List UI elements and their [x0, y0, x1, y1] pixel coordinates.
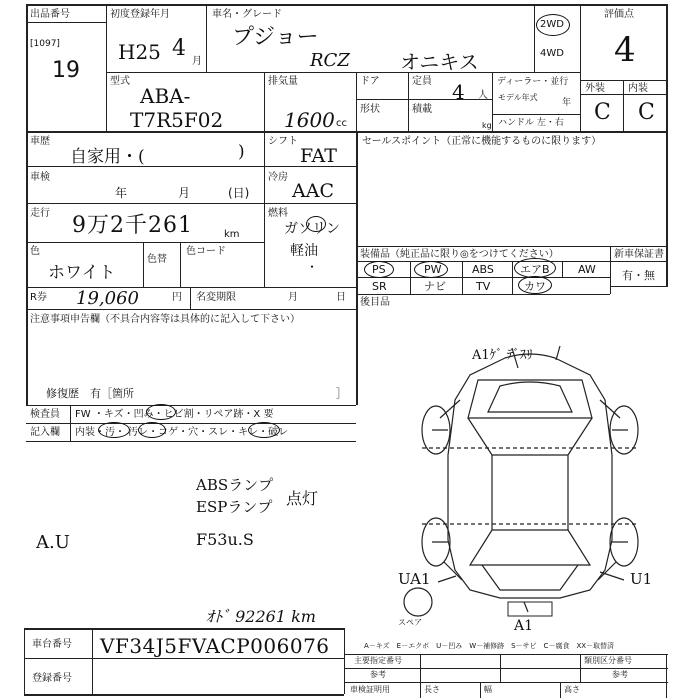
chassis-label: 車台番号 [32, 639, 72, 650]
class-number-label: 類別区分番号 [584, 656, 632, 665]
history-label: 車歴 [30, 136, 50, 147]
diagram-left-note: UA1 [398, 570, 431, 588]
type-label: 型式 [110, 76, 130, 87]
drive-4wd: 4WD [540, 48, 564, 59]
inspector-label-2: 記入欄 [30, 427, 60, 438]
displacement-unit: cc [336, 118, 347, 129]
lot-code: [1097] [30, 39, 60, 49]
color-value: ホワイト [48, 263, 116, 283]
recycle-label: R券 [30, 292, 47, 303]
fuel-diesel: 軽油 [290, 243, 318, 259]
spare-label: スペア [398, 618, 422, 627]
type-line1: ABA- [140, 84, 191, 108]
class-number-ref: 参考 [612, 670, 628, 679]
car-label: 車名・グレード [212, 9, 282, 20]
inspection-year: 年 [115, 186, 128, 200]
lot-number: 19 [52, 58, 80, 83]
diagram-top-note: A1ｹﾞ ﾃﾞｽﾘ [472, 348, 533, 363]
interior-grade: C [638, 100, 655, 125]
year-unit: 年 [562, 98, 572, 108]
width-label: 幅 [484, 685, 492, 694]
length-label: 長さ [424, 685, 440, 694]
dealer-label: ディーラー・並行 [497, 77, 569, 87]
fuel-gasoline: ガソリン [284, 221, 340, 237]
grade-label: 評価点 [604, 9, 634, 20]
remark-au: A.U [36, 532, 70, 553]
history-close: ) [238, 142, 245, 162]
exterior-grade: C [594, 100, 611, 125]
repaint-label: 色替 [147, 254, 167, 265]
cert-label: 車検証明用 [350, 685, 390, 694]
equip-navi: ナビ [424, 280, 446, 293]
selling-points-label: セールスポイント（正常に機能するものに限ります） [362, 136, 602, 147]
exterior-label: 外装 [585, 83, 605, 94]
remark-odometer: ｵﾄﾞ 92261 km [206, 607, 316, 626]
color-code-label: 色コード [186, 246, 226, 257]
recycle-value: 19,060 [76, 288, 139, 309]
ac-label: 冷房 [268, 172, 288, 183]
type-line2: T7R5F02 [130, 108, 224, 132]
displacement-label: 排気量 [268, 76, 298, 87]
airbag-circle [514, 258, 556, 278]
capacity-unit: 人 [478, 90, 488, 101]
mileage-unit: km [224, 229, 240, 240]
shape-label: 形状 [360, 104, 380, 115]
capacity-label: 定員 [412, 76, 432, 87]
rear-seat-label: 後目品 [360, 297, 390, 308]
specified-ref: 参考 [370, 670, 386, 679]
pw-circle [414, 261, 448, 278]
expiry-day: 日 [336, 292, 346, 303]
model-year-label: モデル年式 [498, 93, 538, 102]
fuel-dot: ・ [306, 260, 319, 274]
leather-circle [518, 276, 552, 294]
inspection-label: 車検 [30, 172, 50, 183]
diagram-bottom-note: A1 [514, 618, 534, 634]
equip-airbag: エアB [520, 263, 550, 276]
first-reg-value: H25 [118, 40, 161, 64]
dent-circle [146, 404, 176, 420]
door-label: ドア [360, 76, 380, 87]
ps-circle [364, 261, 394, 278]
history-value: 自家用・( [70, 147, 145, 167]
car-model: RCZ [310, 50, 350, 71]
mileage-label: 走行 [30, 208, 50, 219]
inspection-month: 月 [178, 186, 191, 200]
fuel-label: 燃料 [268, 208, 288, 219]
diagram-right-note: U1 [630, 570, 653, 588]
capacity-value: 4 [452, 80, 465, 104]
remark-esp-note: 点灯 [286, 489, 319, 508]
chassis-value: VF34J5FVACP006076 [100, 634, 330, 658]
warranty-value: 有・無 [622, 269, 655, 282]
damage-legend: A－キズ E－エクボ U－凹み W－補修跡 S－サビ C－腐食 XX－取替済 [364, 642, 615, 650]
expiry-month: 月 [288, 292, 298, 303]
lot-label: 出品番号 [30, 9, 70, 20]
load-label: 積載 [412, 104, 432, 115]
equip-sr: SR [372, 280, 387, 293]
equip-aw: AW [578, 263, 596, 276]
car-diagram [400, 340, 660, 625]
equip-abs: ABS [472, 263, 494, 276]
remark-fsb: F53u.S [196, 530, 254, 549]
recycle-unit: 円 [172, 292, 182, 303]
scuff-circle [248, 422, 280, 438]
displacement-value: 1600 [284, 108, 335, 132]
inspector-label-1: 検査員 [30, 409, 60, 420]
car-grade: オニキス [400, 50, 479, 74]
interior-label: 内装 [628, 83, 648, 94]
car-name: プジョー [232, 25, 319, 50]
ac-value: AAC [292, 180, 334, 202]
height-label: 高さ [564, 685, 580, 694]
inspector-row-2: 内装・汚・ 汚レ・コゲ・穴・スレ・キレ・破レ [75, 427, 289, 438]
color-label: 色 [30, 246, 40, 257]
registration-label: 登録番号 [32, 673, 72, 684]
remark-abs: ABSランプ [196, 476, 274, 494]
dirt-circle [138, 422, 166, 438]
first-reg-unit: 月 [192, 56, 202, 67]
shift-value: FAT [300, 145, 337, 167]
equip-pw: PW [424, 263, 442, 276]
equip-tv: TV [476, 280, 491, 293]
remark-esp: ESPランプ [196, 498, 273, 516]
notes-label: 注意事項申告欄（不具合内容等は具体的に記入して下さい） [30, 314, 300, 325]
repair-close: ］ [336, 387, 347, 400]
first-reg-month: 4 [172, 36, 186, 61]
inspector-row-1: FW ・キズ・凹み・ヒビ割・リペア跡・X 要 [75, 409, 274, 420]
shift-label: シフト [268, 136, 298, 147]
expiry-label: 名変期限 [196, 292, 236, 303]
mileage-value: 9万2千261 [72, 213, 193, 238]
equip-ps: PS [372, 263, 386, 276]
warranty-label: 新車保証書 [614, 249, 664, 260]
stain-circle [98, 422, 130, 438]
handle-label: ハンドル 左・右 [498, 118, 564, 128]
drive-2wd: 2WD [540, 19, 564, 30]
grade-value: 4 [614, 30, 636, 70]
specified-label: 主要指定番号 [354, 656, 402, 665]
equipment-label: 装備品（純正品に限り◎をつけてください） [360, 249, 559, 260]
first-reg-label: 初度登録年月 [110, 9, 170, 20]
load-unit: kg [482, 121, 492, 130]
repair-label: 修復歴 有［箇所 [46, 387, 134, 400]
inspection-day: (日) [228, 186, 250, 200]
equip-leather: カワ [524, 280, 546, 293]
